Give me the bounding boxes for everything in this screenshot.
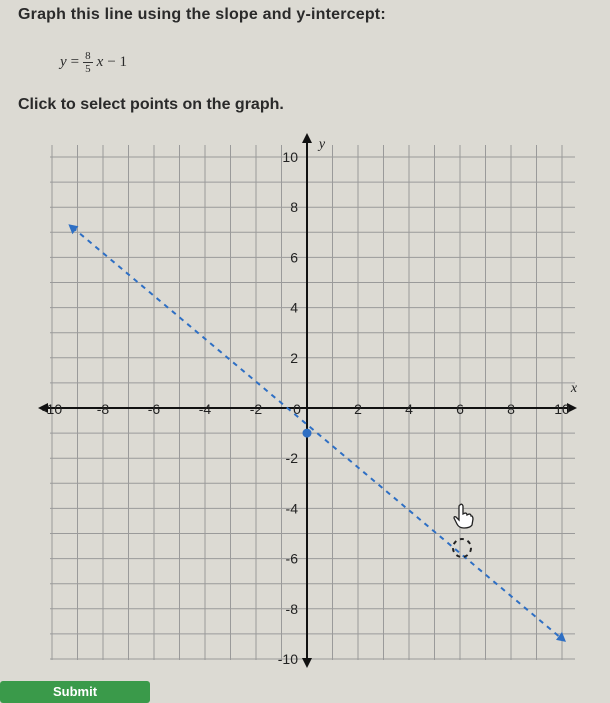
x-tick-label: 4 [405,401,413,417]
x-tick-label: -6 [147,401,161,417]
x-tick-label: 6 [456,401,464,417]
x-tick-label: -10 [41,401,63,417]
equation-lhs: y [60,53,67,70]
y-tick-label: -10 [277,651,298,667]
x-tick-label: 10 [554,401,570,417]
equation-variable: x [96,53,104,70]
y-tick-label: 10 [282,149,298,165]
x-tick-label: 0 [293,401,301,417]
hover-point-indicator [453,539,471,557]
x-tick-label: 2 [354,401,362,417]
selected-point[interactable] [303,429,312,438]
y-tick-label: -4 [285,500,298,517]
equation-equals: = [70,53,80,70]
slope-numerator: 8 [85,49,91,62]
x-tick-label: -8 [96,401,110,417]
x-tick-label: 8 [507,401,515,417]
y-axis-label: y [318,137,326,152]
x-tick-label: -4 [198,401,212,417]
y-tick-label: -8 [285,600,298,617]
slope-denominator: 5 [85,62,91,75]
equation-constant: − 1 [107,53,128,70]
y-tick-label: 6 [290,249,298,266]
y-tick-label: -2 [285,450,298,467]
x-tick-label: -2 [249,401,263,417]
instruction-text: Click to select points on the graph. [18,96,284,113]
y-tick-label: 2 [290,349,298,366]
hand-pointer-icon [452,503,474,529]
y-tick-label: -6 [285,550,298,567]
y-tick-label: 4 [290,299,298,316]
y-axis-up-arrow [302,133,312,143]
y-axis-down-arrow [302,658,312,668]
submit-button[interactable]: Submit [0,681,150,703]
x-axis-label: x [570,381,578,396]
y-tick-label: 8 [290,199,298,216]
question-prompt: Graph this line using the slope and y-intercept: [18,6,386,23]
